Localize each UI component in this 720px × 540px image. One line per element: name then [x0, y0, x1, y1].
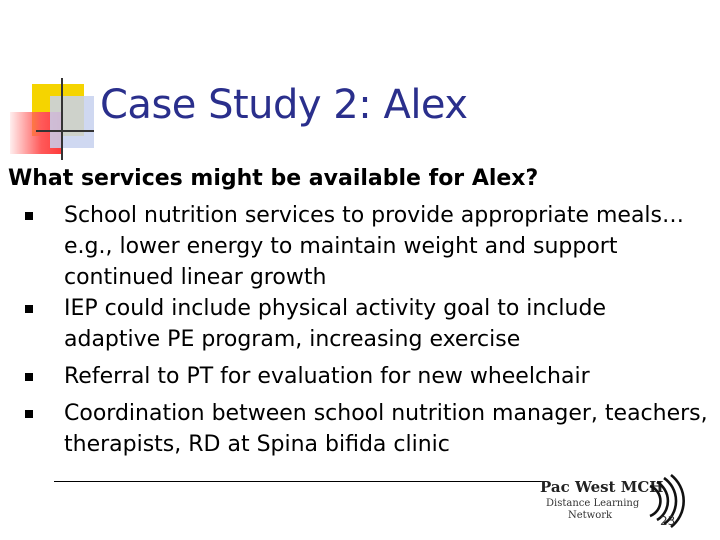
bullet-list — [8, 200, 708, 466]
page-number: 23 — [660, 514, 676, 528]
logo-subtitle: Distance Learning — [546, 498, 640, 509]
bullet-text: Coordination between school nutrition manager, teachers, therapists, RD at Spina bifida clinic — [64, 401, 708, 457]
logo-subtitle-2: Network — [568, 510, 613, 521]
bullet-item — [8, 361, 708, 392]
square-bullet-icon — [25, 212, 33, 220]
bullet-item — [8, 200, 708, 293]
bullet-text: Referral to PT for evaluation for new wheelchair — [64, 364, 590, 389]
bullet-item — [8, 398, 708, 460]
logo-title: Pac West MCH — [540, 478, 664, 496]
footer-divider — [54, 481, 546, 482]
slide-title: Case Study 2: Alex — [100, 82, 468, 128]
decorative-vertical-line — [61, 78, 63, 160]
square-bullet-icon — [25, 373, 33, 381]
slide-question: What services might be available for Alex? — [8, 166, 539, 191]
square-bullet-icon — [25, 305, 33, 313]
bullet-item — [8, 293, 708, 355]
bullet-text: IEP could include physical activity goal to include adaptive PE program, increasing exercise — [64, 296, 606, 352]
decorative-blue-square — [50, 96, 94, 148]
decorative-horizontal-line — [36, 130, 94, 132]
square-bullet-icon — [25, 410, 33, 418]
bullet-text: School nutrition services to provide appropriate meals…e.g., lower energy to maintain weight and support continued linear growth — [64, 203, 684, 290]
